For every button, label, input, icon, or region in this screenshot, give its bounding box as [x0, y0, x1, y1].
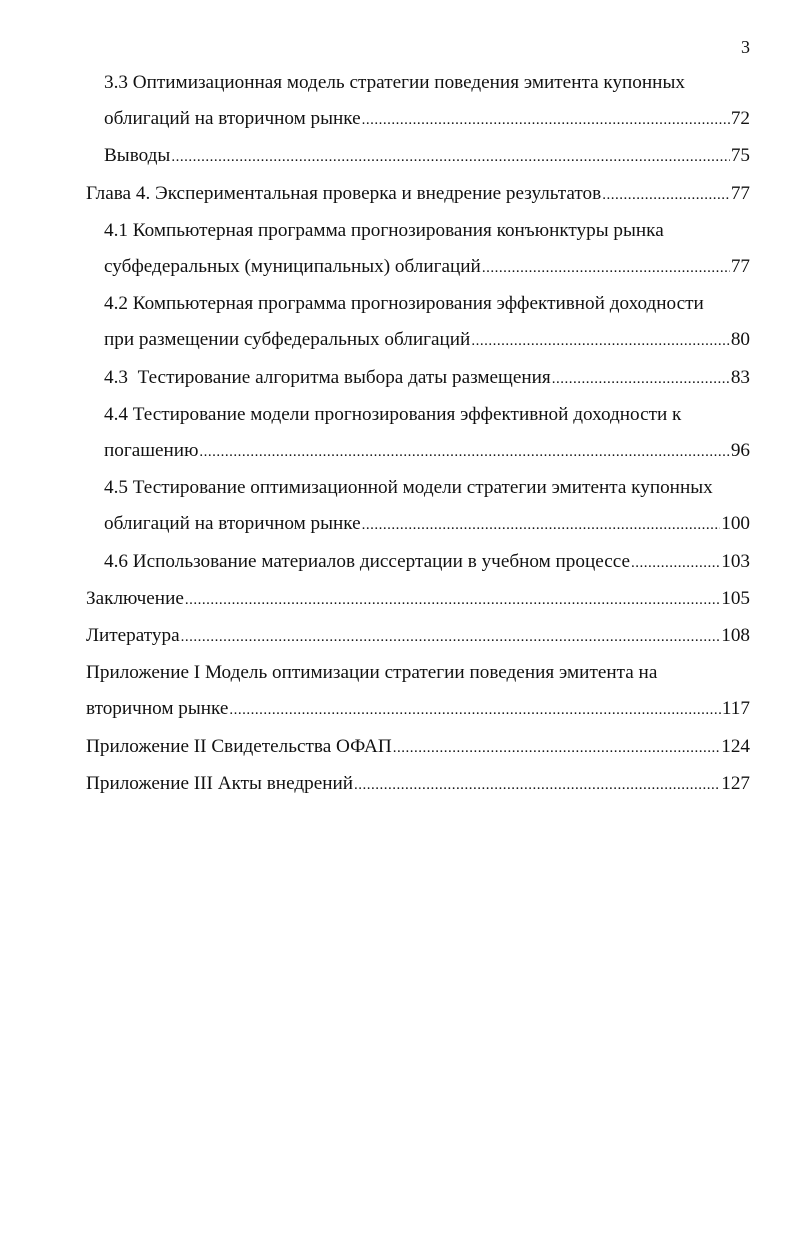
toc-page-number: 105: [721, 587, 750, 609]
toc-page-number: 75: [730, 145, 750, 167]
toc-entry-text: облигаций на вторичном рынке: [104, 108, 361, 130]
toc-page-number: 72: [730, 108, 750, 130]
toc-entry-appendix-2: [86, 729, 750, 766]
dot-leader: [362, 102, 730, 138]
toc-entry-text: вторичном рынке: [86, 698, 229, 720]
toc-page-number: 77: [730, 256, 750, 278]
toc-page-number: 117: [721, 698, 750, 720]
dot-leader: [199, 434, 729, 470]
toc-entry-text-line: 4.5 Тестирование оптимизационной модели стратегии эмитента купонных: [104, 477, 713, 499]
toc-entry-conclusion: [86, 581, 750, 618]
toc-entry-appendix-1: [86, 655, 750, 728]
dot-leader: [552, 361, 730, 397]
dot-leader: [393, 730, 720, 766]
toc-page-number: 108: [721, 625, 750, 647]
toc-entry-text: облигаций на вторичном рынке: [104, 513, 361, 535]
dot-leader: [181, 619, 721, 655]
dot-leader: [602, 177, 730, 213]
toc-page-number: 80: [730, 329, 750, 351]
toc-entry-text: Приложение II Свидетельства ОФАП: [86, 735, 392, 757]
toc-entry-text-line: 4.2 Компьютерная программа прогнозирования эффективной доходности: [104, 293, 704, 315]
toc-entry-text: 4.6 Использование материалов диссертации в учебном процессе: [104, 550, 631, 572]
toc-entry-4-5: [86, 470, 750, 543]
toc-page-number: 77: [730, 182, 750, 204]
toc-entry-text-line: 4.1 Компьютерная программа прогнозирования конъюнктуры рынка: [104, 219, 664, 241]
dot-leader: [482, 250, 730, 286]
toc-entry-text-line: 4.4 Тестирование модели прогнозирования эффективной доходности к: [104, 403, 682, 425]
toc-page-number: 100: [721, 513, 750, 535]
toc-entry-4-3: [86, 360, 750, 397]
dot-leader: [229, 692, 721, 728]
toc-page-number: 127: [721, 772, 750, 794]
toc-entry-text: Литература: [86, 625, 180, 647]
toc-entry-3-3: [86, 65, 750, 138]
toc-entry-text-line: 3.3 Оптимизационная модель стратегии поведения эмитента купонных: [104, 72, 685, 93]
toc-page-number: 83: [730, 366, 750, 388]
toc-page-number: 96: [730, 440, 750, 462]
toc-entry-text: 4.3 Тестирование алгоритма выбора даты размещения: [104, 366, 551, 388]
toc-entry-chapter-4: [86, 176, 750, 213]
toc-page-number: 124: [721, 735, 750, 757]
toc-entry-4-2: [86, 286, 750, 359]
toc-entry-literature: [86, 618, 750, 655]
dot-leader: [471, 323, 730, 359]
toc-entry-text: Приложение III Акты внедрений: [86, 772, 354, 794]
dot-leader: [631, 545, 720, 581]
dot-leader: [185, 582, 720, 618]
toc-entry-text-line: Приложение I Модель оптимизации стратегии поведения эмитента на: [86, 662, 658, 684]
toc-entry-text: Выводы: [104, 145, 171, 167]
toc-entry-4-1: [86, 213, 750, 286]
toc-entry-text: при размещении субфедеральных облигаций: [104, 329, 471, 351]
dot-leader: [362, 507, 721, 543]
dot-leader: [354, 767, 720, 803]
toc-entry-4-6: [86, 544, 750, 581]
toc-entry-appendix-3: [86, 766, 750, 803]
toc-entry-conclusions: [86, 138, 750, 175]
toc-page-number: 103: [721, 550, 750, 572]
dot-leader: [171, 139, 729, 175]
toc-entry-text: субфедеральных (муниципальных) облигаций: [104, 256, 481, 278]
toc-entry-4-4: [86, 397, 750, 470]
toc-entry-text: Заключение: [86, 587, 184, 609]
toc-entry-text: погашению: [104, 440, 199, 462]
table-of-contents: [86, 65, 750, 803]
page-number: 3: [741, 37, 750, 57]
toc-entry-text: Глава 4. Экспериментальная проверка и внедрение результатов: [86, 182, 602, 204]
